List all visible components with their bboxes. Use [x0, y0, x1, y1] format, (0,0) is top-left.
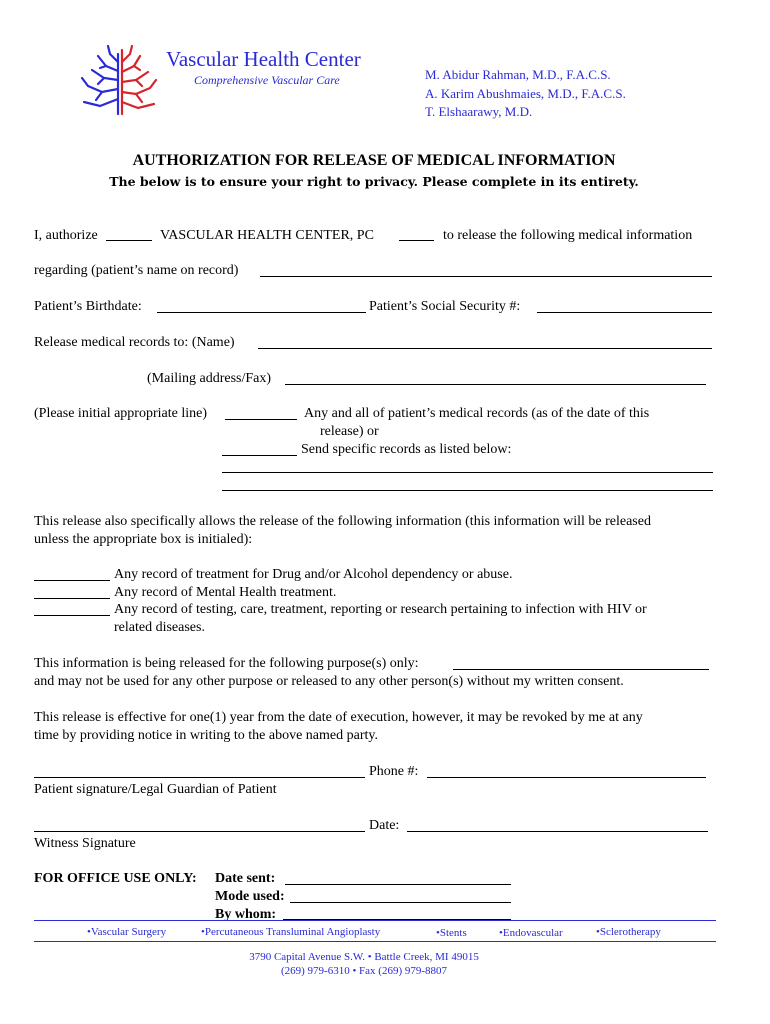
specific-para-2: unless the appropriate box is initialed): [34, 532, 253, 547]
date-field[interactable] [407, 831, 708, 832]
page-title: AUTHORIZATION FOR RELEASE OF MEDICAL INFORMATION [132, 152, 616, 169]
authorize-blank-2[interactable] [399, 240, 434, 241]
authorize-suffix: to release the following medical information [443, 228, 693, 243]
footer-divider-bottom [34, 941, 716, 942]
effective-line-2: time by providing notice in writing to the above named party. [34, 728, 378, 743]
option-specific: Send specific records as listed below: [301, 442, 512, 457]
date-sent-label: Date sent: [215, 871, 276, 886]
authorize-prefix: I, authorize [34, 228, 98, 243]
patient-signature-label: Patient signature/Legal Guardian of Patient [34, 782, 277, 797]
initial-all-field[interactable] [225, 419, 297, 420]
by-whom-label: By whom: [215, 907, 277, 922]
date-label: Date: [369, 818, 400, 833]
witness-signature-field[interactable] [34, 831, 365, 832]
specific-records-line-1[interactable] [222, 472, 713, 473]
option-all-line-2: release) or [320, 424, 379, 439]
effective-line-1: This release is effective for one(1) year from the date of execution, however, it may be revoked by me at any [34, 710, 643, 725]
doctor-1: M. Abidur Rahman, M.D., F.A.C.S. [425, 67, 611, 82]
mode-used-field[interactable] [290, 902, 511, 903]
service-angioplasty: •Percutaneous Transluminal Angioplasty [201, 926, 381, 938]
footer-address: 3790 Capital Avenue S.W. • Battle Creek, MI 49015 [249, 951, 479, 963]
initial-label: (Please initial appropriate line) [34, 406, 207, 421]
purpose-field[interactable] [453, 669, 709, 670]
purpose-line-1: This information is being released for the following purpose(s) only: [34, 656, 419, 671]
office-use-label: FOR OFFICE USE ONLY: [34, 871, 197, 886]
mailing-label: (Mailing address/Fax) [147, 371, 272, 386]
authorize-blank-1[interactable] [106, 240, 152, 241]
footer-phones: (269) 979-6310 • Fax (269) 979-8807 [280, 965, 448, 977]
specific-para-1: This release also specifically allows the release of the following information (this information will be released [34, 514, 651, 529]
doctor-3: T. Elshaarawy, M.D. [425, 104, 533, 119]
patient-name-field[interactable] [260, 276, 712, 277]
birthdate-label: Patient’s Birthdate: [34, 299, 142, 314]
page-subtitle: The below is to ensure your right to privacy. Please complete in its entirety. [109, 174, 639, 189]
specific-item-mental: Any record of Mental Health treatment. [114, 585, 337, 600]
birthdate-field[interactable] [157, 312, 366, 313]
initial-mental-field[interactable] [34, 598, 110, 599]
option-all-line-1: Any and all of patient’s medical records (as of the date of this [304, 406, 650, 421]
service-sclerotherapy: •Sclerotherapy [596, 926, 661, 938]
phone-label: Phone #: [369, 764, 419, 779]
service-stents: •Stents [436, 927, 467, 939]
specific-records-line-2[interactable] [222, 490, 713, 491]
patient-signature-field[interactable] [34, 777, 365, 778]
initial-specific-field[interactable] [222, 455, 297, 456]
logo-icon [78, 44, 160, 116]
release-to-name-field[interactable] [258, 348, 712, 349]
footer-divider-top [34, 920, 716, 921]
witness-signature-label: Witness Signature [34, 836, 136, 851]
center-name: Vascular Health Center [166, 47, 361, 71]
regarding-label: regarding (patient’s name on record) [34, 263, 239, 278]
ssn-field[interactable] [537, 312, 712, 313]
specific-item-hiv-cont: related diseases. [114, 620, 205, 635]
initial-hiv-field[interactable] [34, 615, 110, 616]
initial-drug-field[interactable] [34, 580, 110, 581]
mode-used-label: Mode used: [215, 889, 285, 904]
date-sent-field[interactable] [285, 884, 511, 885]
phone-field[interactable] [427, 777, 706, 778]
specific-item-hiv: Any record of testing, care, treatment, reporting or research pertaining to infection with HIV or [114, 602, 647, 617]
doctor-2: A. Karim Abushmaies, M.D., F.A.C.S. [425, 86, 626, 101]
mailing-field[interactable] [285, 384, 706, 385]
ssn-label: Patient’s Social Security #: [369, 299, 521, 314]
authorize-entity: VASCULAR HEALTH CENTER, PC [160, 228, 374, 243]
service-endovascular: •Endovascular [499, 927, 563, 939]
release-to-name-label: Release medical records to: (Name) [34, 335, 235, 350]
service-vascular-surgery: •Vascular Surgery [87, 926, 167, 938]
specific-item-drug: Any record of treatment for Drug and/or Alcohol dependency or abuse. [114, 567, 513, 582]
tagline: Comprehensive Vascular Care [194, 73, 340, 87]
purpose-line-2: and may not be used for any other purpose or released to any other person(s) without my written consent. [34, 674, 624, 689]
